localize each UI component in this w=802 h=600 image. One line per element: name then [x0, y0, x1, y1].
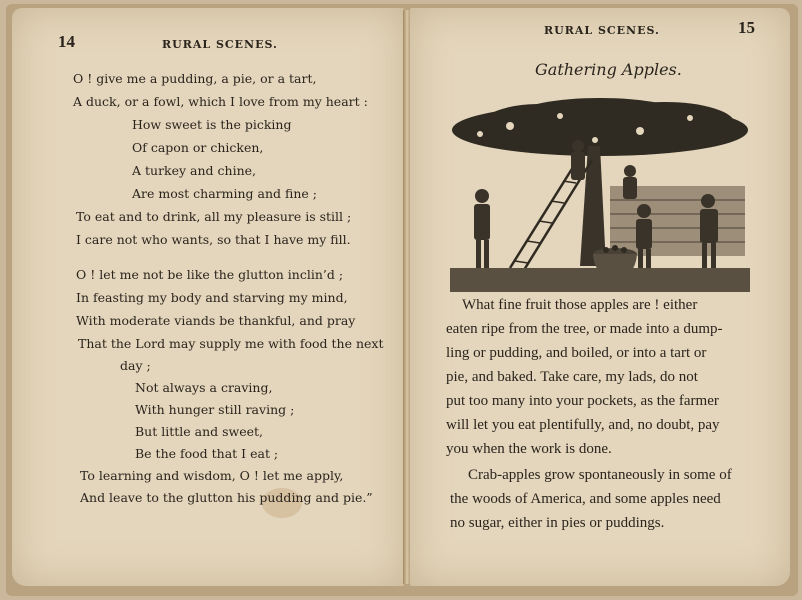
paragraph-line: will let you eat plentifully, and, no doubt, pay: [446, 417, 720, 433]
page-number-right: 15: [738, 18, 755, 37]
running-head-right: RURAL SCENES.: [544, 24, 660, 37]
verse-line: And leave to the glutton his pudding and pie.”: [80, 490, 373, 505]
verse-line: O ! give me a pudding, a pie, or a tart,: [73, 71, 317, 86]
running-head-left: RURAL SCENES.: [162, 38, 278, 51]
verse-line: To eat and to drink, all my pleasure is still ;: [76, 209, 352, 224]
verse-line: How sweet is the picking: [132, 117, 292, 132]
paragraph-line: pie, and baked. Take care, my lads, do not: [446, 369, 698, 385]
verse-line: That the Lord may supply me with food the next: [78, 336, 384, 351]
paragraph-line: the woods of America, and some apples need: [450, 491, 721, 507]
paragraph-line: no sugar, either in pies or puddings.: [450, 515, 665, 531]
verse-line: Be the food that I eat ;: [135, 446, 279, 461]
verse-line: But little and sweet,: [135, 424, 264, 439]
paragraph-line: What fine fruit those apples are ! either: [462, 297, 698, 313]
paragraph-line: put too many into your pockets, as the farmer: [446, 393, 719, 409]
verse-line: Are most charming and fine ;: [132, 186, 317, 201]
apple-picking-woodcut: [450, 96, 750, 292]
left-page: [12, 8, 404, 586]
page-number-left: 14: [58, 32, 75, 51]
right-page: [410, 8, 790, 586]
verse-line: Of capon or chicken,: [132, 140, 264, 155]
paragraph-line: eaten ripe from the tree, or made into a dump-: [446, 321, 723, 337]
verse-line: day ;: [120, 358, 151, 373]
paragraph-line: you when the work is done.: [446, 441, 612, 457]
verse-line: Not always a craving,: [135, 380, 273, 395]
verse-line: I care not who wants, so that I have my fill.: [76, 232, 351, 247]
verse-line: With moderate viands be thankful, and pray: [76, 313, 356, 328]
ground-icon: [450, 268, 750, 292]
verse-line: In feasting my body and starving my mind,: [76, 290, 348, 305]
verse-line: A turkey and chine,: [132, 163, 257, 178]
paragraph-line: ling or pudding, and boiled, or into a tart or: [446, 345, 707, 361]
verse-line: O ! let me not be like the glutton inclin’d ;: [76, 267, 344, 282]
verse-line: To learning and wisdom, O ! let me apply,: [80, 468, 344, 483]
verse-line: With hunger still raving ;: [135, 402, 295, 417]
illustration-title: Gathering Apples.: [535, 60, 682, 79]
paragraph-line: Crab-apples grow spontaneously in some of: [468, 467, 732, 483]
verse-line: A duck, or a fowl, which I love from my heart :: [73, 94, 368, 109]
